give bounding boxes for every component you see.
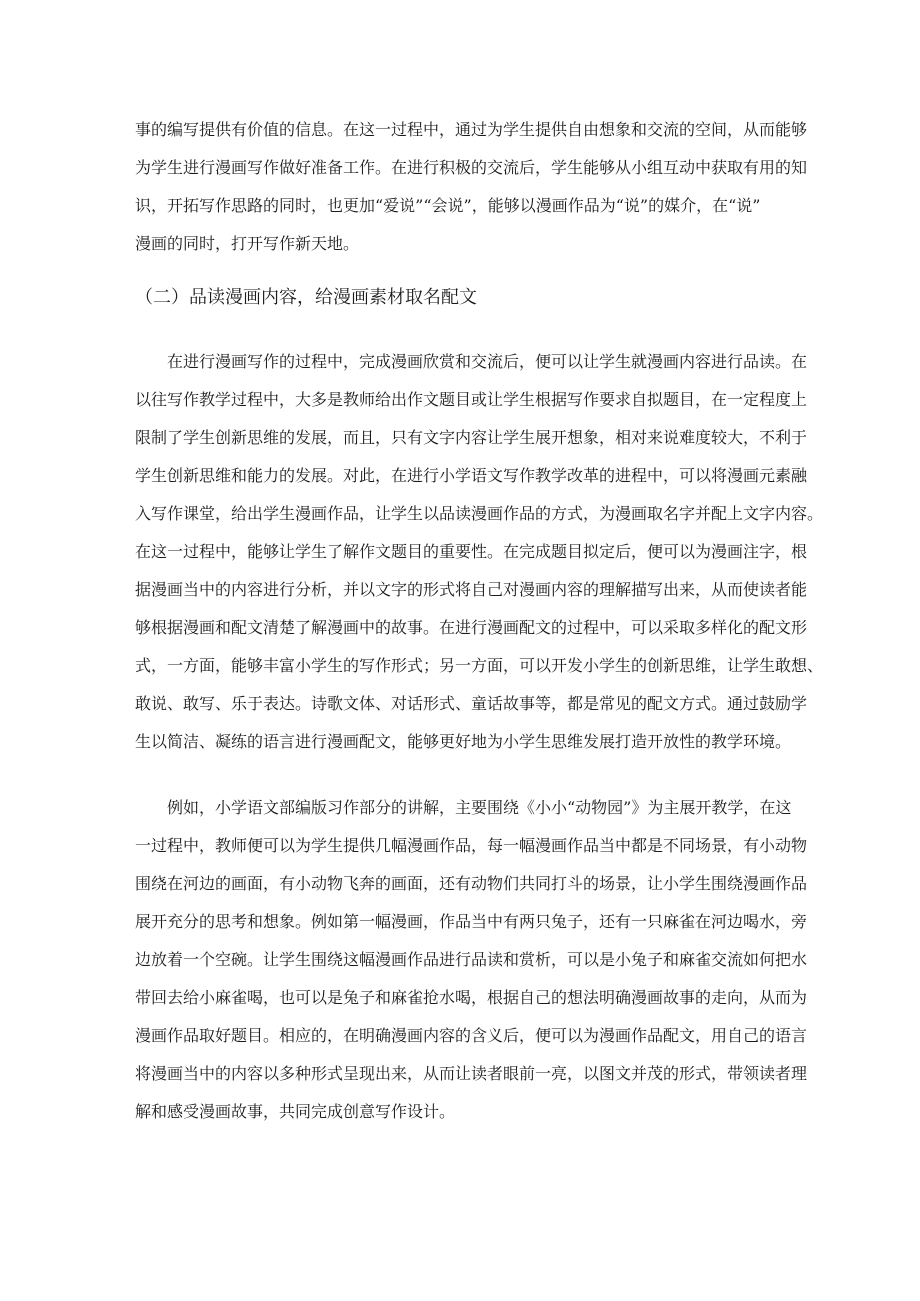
paragraph-2-line: 据漫画当中的内容进行分析，并以文字的形式将自己对漫画内容的理解描写出来，从而使读者能 [135,580,808,599]
paragraph-3-line: 例如，小学语文部编版习作部分的讲解，主要围绕《小小“动物园”》为主展开教学，在这 [167,798,792,817]
paragraph-2-line: 敢说、敢写、乐于表达。诗歌文体、对话形式、童话故事等，都是常见的配文方式。通过鼓励学 [135,694,808,713]
paragraph-3-line: 漫画作品取好题目。相应的，在明确漫画内容的含义后，便可以为漫画作品配文，用自己的语言 [135,1026,808,1045]
paragraph-3-line: 解和感受漫画故事，共同完成创意写作设计。 [135,1102,456,1121]
paragraph-3-line: 带回去给小麻雀喝，也可以是兔子和麻雀抢水喝，根据自己的想法明确漫画故事的走向，从而为 [135,988,808,1007]
paragraph-2-line: 入写作课堂，给出学生漫画作品，让学生以品读漫画作品的方式，为漫画取名字并配上文字内容。 [135,504,824,523]
paragraph-1-line: 为学生进行漫画写作做好准备工作。在进行积极的交流后，学生能够从小组互动中获取有用的知 [135,158,808,177]
paragraph-1-line: 事的编写提供有价值的信息。在这一过程中，通过为学生提供自由想象和交流的空间，从而能够 [135,120,808,139]
paragraph-3-line: 边放着一个空碗。让学生围绕这幅漫画作品进行品读和赏析，可以是小兔子和麻雀交流如何把水 [135,950,808,969]
paragraph-2-line: 式，一方面，能够丰富小学生的写作形式；另一方面，可以开发小学生的创新思维，让学生敢想、 [135,656,824,675]
paragraph-2-line: 够根据漫画和配文清楚了解漫画中的故事。在进行漫画配文的过程中，可以采取多样化的配文形 [135,618,808,637]
paragraph-1-line: 识，开拓写作思路的同时，也更加“爱说”“会说”，能够以漫画作品为“说”的媒介，在“说” [135,196,761,215]
paragraph-2-line: 在这一过程中，能够让学生了解作文题目的重要性。在完成题目拟定后，便可以为漫画注字，根 [135,542,808,561]
paragraph-2-line: 以往写作教学过程中，大多是教师给出作文题目或让学生根据写作要求自拟题目，在一定程度上 [135,390,808,409]
paragraph-3-line: 围绕在河边的画面，有小动物飞奔的画面，还有动物们共同打斗的场景，让小学生围绕漫画作品 [135,874,808,893]
paragraph-3-line: 将漫画当中的内容以多种形式呈现出来，从而让读者眼前一亮，以图文并茂的形式，带领读者理 [135,1064,808,1083]
paragraph-3-line: 展开充分的思考和想象。例如第一幅漫画，作品当中有两只兔子，还有一只麻雀在河边喝水，旁 [135,912,808,931]
section-heading: （二）品读漫画内容，给漫画素材取名配文 [135,287,477,308]
paragraph-3-line: 一过程中，教师便可以为学生提供几幅漫画作品，每一幅漫画作品当中都是不同场景，有小动物 [135,836,808,855]
paragraph-2-line: 生以简洁、凝练的语言进行漫画配文，能够更好地为小学生思维发展打造开放性的教学环境。 [135,732,792,751]
paragraph-2-line: 学生创新思维和能力的发展。对此，在进行小学语文写作教学改革的进程中，可以将漫画元素融 [135,466,808,485]
paragraph-2-line: 在进行漫画写作的过程中，完成漫画欣赏和交流后，便可以让学生就漫画内容进行品读。在 [167,352,808,371]
paragraph-2-line: 限制了学生创新思维的发展，而且，只有文字内容让学生展开想象，相对来说难度较大，不利于 [135,428,808,447]
paragraph-1-line: 漫画的同时，打开写作新天地。 [135,234,360,253]
